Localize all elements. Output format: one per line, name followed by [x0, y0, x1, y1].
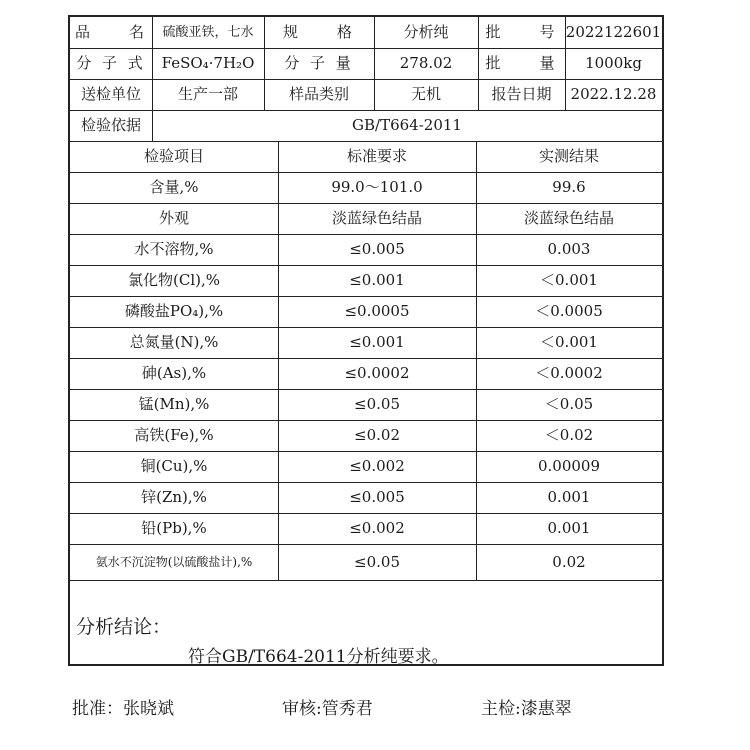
row-item: 锰(Mn),% — [138, 395, 210, 413]
table-row-divider — [70, 580, 662, 581]
row-standard: ≤0.02 — [354, 426, 400, 444]
row-result: ＜0.0005 — [535, 302, 603, 320]
row-item: 氨水不沉淀物(以硫酸盐计),% — [95, 555, 253, 569]
table-row-divider — [70, 141, 662, 142]
table-row-divider — [70, 513, 662, 514]
row-standard: ≤0.001 — [349, 271, 405, 289]
table-row-divider — [70, 265, 662, 266]
table-column-divider — [374, 17, 375, 110]
product-label: 品 名 — [74, 23, 147, 41]
conclusion-text: 符合GB/T664-2011分析纯要求。 — [188, 647, 449, 667]
table-row-divider — [70, 234, 662, 235]
inspection-report-table — [68, 15, 664, 666]
row-standard: ≤0.001 — [349, 333, 405, 351]
row-result: ＜0.02 — [544, 426, 594, 444]
table-row-divider — [70, 48, 662, 49]
row-item: 含量,% — [149, 178, 199, 196]
row-item: 高铁(Fe),% — [134, 426, 214, 444]
row-result: 0.00009 — [537, 457, 601, 475]
formula-label: 分 子 式 — [76, 54, 146, 72]
basis-value: GB/T664-2011 — [352, 116, 462, 134]
row-result: ＜0.001 — [540, 333, 598, 351]
table-row-divider — [70, 482, 662, 483]
table-column-divider — [278, 141, 279, 580]
row-item: 砷(As),% — [141, 364, 207, 382]
table-row-divider — [70, 544, 662, 545]
row-result: 淡蓝绿色结晶 — [523, 209, 614, 227]
row-standard: 99.0～101.0 — [331, 178, 423, 196]
table-row-divider — [70, 79, 662, 80]
table-row-divider — [70, 203, 662, 204]
basis-label: 检验依据 — [80, 116, 141, 134]
row-item: 外观 — [158, 209, 189, 227]
molecular-weight-label: 分 子 量 — [284, 54, 354, 72]
table-row-divider — [70, 451, 662, 452]
spec-label: 规 格 — [282, 23, 355, 41]
table-column-divider — [264, 17, 265, 110]
table-column-divider — [152, 17, 153, 141]
row-standard: ≤0.005 — [349, 240, 405, 258]
row-result: ＜0.001 — [540, 271, 598, 289]
row-standard: ≤0.0002 — [344, 364, 410, 382]
row-standard: ≤0.05 — [354, 395, 400, 413]
reviewer-signature: 审核:管秀君 — [282, 699, 373, 719]
report-date-label: 报告日期 — [491, 85, 552, 103]
row-item: 铜(Cu),% — [140, 457, 208, 475]
row-result: 0.001 — [547, 488, 591, 506]
report-date-value: 2022.12.28 — [570, 85, 657, 103]
row-result: ＜0.0002 — [535, 364, 603, 382]
row-result: 0.001 — [547, 519, 591, 537]
sample-category-value: 无机 — [410, 85, 441, 103]
table-row-divider — [70, 296, 662, 297]
row-result: 99.6 — [552, 178, 586, 196]
table-column-divider — [478, 17, 479, 110]
row-standard: ≤0.05 — [354, 552, 400, 571]
batch-quantity-label: 批 量 — [485, 54, 558, 72]
row-result: ＜0.05 — [544, 395, 594, 413]
row-standard: ≤0.002 — [349, 457, 405, 475]
row-item: 水不溶物,% — [134, 240, 214, 258]
inspector-signature: 主检:漆惠翠 — [481, 699, 572, 719]
table-row-divider — [70, 389, 662, 390]
row-item: 磷酸盐PO₄),% — [124, 302, 224, 320]
table-row-divider — [70, 420, 662, 421]
row-item: 总氮量(N),% — [129, 333, 219, 351]
batch-value: 2022122601 — [565, 23, 662, 41]
table-row-divider — [70, 172, 662, 173]
conclusion-title: 分析结论： — [76, 616, 172, 638]
column-header-item: 检验项目 — [143, 147, 204, 165]
row-item: 氯化物(Cl),% — [128, 271, 220, 289]
row-result: 0.003 — [547, 240, 591, 258]
department-value: 生产一部 — [177, 85, 238, 103]
molecular-weight-value: 278.02 — [399, 54, 453, 72]
formula-value: FeSO₄·7H₂O — [161, 54, 255, 72]
row-standard: ≤0.0005 — [344, 302, 410, 320]
row-standard: ≤0.002 — [349, 519, 405, 537]
batch-quantity-value: 1000kg — [585, 54, 642, 72]
row-standard: ≤0.005 — [349, 488, 405, 506]
department-label: 送检单位 — [80, 85, 141, 103]
row-item: 锌(Zn),% — [141, 488, 207, 506]
spec-value: 分析纯 — [403, 23, 449, 41]
column-header-result: 实测结果 — [538, 147, 599, 165]
row-result: 0.02 — [552, 552, 586, 571]
column-header-standard: 标准要求 — [346, 147, 407, 165]
product-value: 硫酸亚铁，七水 — [162, 25, 254, 40]
row-standard: 淡蓝绿色结晶 — [331, 209, 422, 227]
approver-signature: 批准：张晓斌 — [72, 699, 174, 719]
batch-label: 批 号 — [485, 23, 558, 41]
row-item: 铅(Pb),% — [141, 519, 207, 537]
table-column-divider — [476, 141, 477, 580]
table-row-divider — [70, 110, 662, 111]
table-row-divider — [70, 327, 662, 328]
sample-category-label: 样品类别 — [288, 85, 349, 103]
table-row-divider — [70, 358, 662, 359]
table-column-divider — [565, 17, 566, 110]
